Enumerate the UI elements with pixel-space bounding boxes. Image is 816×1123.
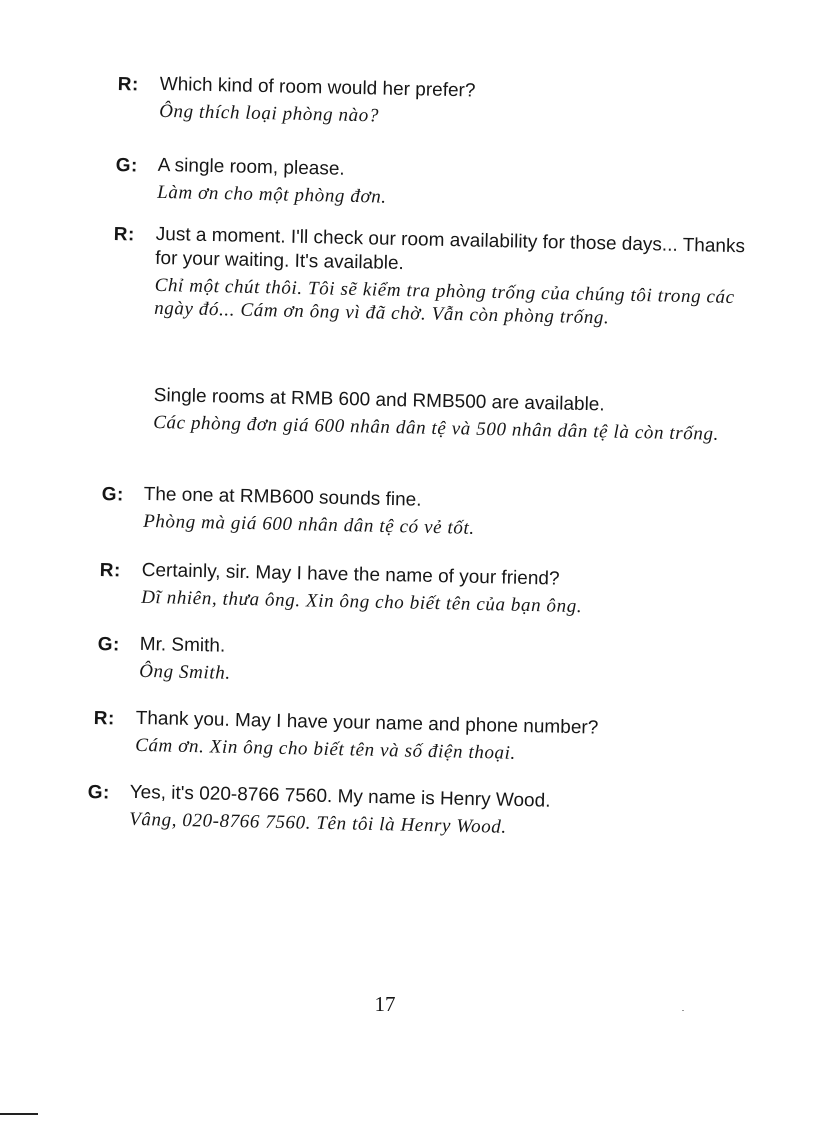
vietnamese-line: Vâng, 020-8766 7560. Tên tôi là Henry Wood. — [128, 808, 507, 838]
english-line: Just a moment. I'll check our room availability for those days... Thanks for your waiting. It's available. — [155, 223, 746, 275]
dialogue-turn — [101, 482, 734, 545]
dialogue-turn — [97, 632, 730, 695]
dialogue-turn — [117, 72, 750, 135]
dialogue-turn — [112, 222, 746, 332]
speaker-label: G: — [97, 633, 121, 656]
page-number: 17 — [374, 992, 396, 1016]
speaker-label: G: — [101, 483, 125, 506]
vietnamese-line: Phòng mà giá 600 nhân dân tệ có vẻ tốt. — [142, 510, 475, 539]
vietnamese-line: Làm ơn cho một phòng đơn. — [156, 181, 387, 208]
speaker-label: G: — [87, 781, 111, 804]
english-line: Thank you. May I have your name and phone number? — [135, 707, 599, 739]
dialogue-turn — [115, 153, 748, 216]
speaker-label: G: — [115, 154, 139, 177]
english-line: The one at RMB600 sounds fine. — [143, 483, 422, 511]
vietnamese-line: Chỉ một chút thôi. Tôi sẽ kiểm tra phòng trống của chúng tôi trong các ngày đó... Cám ơn ông vì đã chờ. Vẫn còn phòng trống. — [153, 274, 735, 329]
vietnamese-line: Dĩ nhiên, thưa ông. Xin ông cho biết tên của bạn ông. — [140, 586, 583, 618]
dialogue-turn — [87, 780, 720, 843]
speaker-label: R: — [93, 707, 116, 730]
speaker-label: R: — [113, 223, 136, 246]
vietnamese-line: Ông Smith. — [138, 660, 231, 684]
english-line: Single rooms at RMB 600 and RMB500 are available. — [153, 384, 605, 416]
english-line: Mr. Smith. — [139, 633, 226, 657]
english-line: Certainly, sir. May I have the name of your friend? — [141, 559, 560, 590]
scan-speck — [682, 1010, 684, 1011]
vietnamese-line: Cám ơn. Xin ông cho biết tên và số điện thoại. — [134, 734, 517, 764]
speaker-label: R: — [117, 73, 140, 96]
dialogue-turn — [93, 706, 726, 769]
english-line: A single room, please. — [157, 154, 345, 180]
speaker-label: R: — [99, 559, 122, 582]
vietnamese-line: Các phòng đơn giá 600 nhân dân tệ và 500 nhân dân tệ là còn trống. — [152, 411, 720, 445]
corner-rule — [0, 1113, 38, 1115]
english-line: Which kind of room would her prefer? — [159, 73, 476, 102]
english-line: Yes, it's 020-8766 7560. My name is Henry Wood. — [129, 781, 551, 812]
vietnamese-line: Ông thích loại phòng nào? — [158, 100, 380, 127]
dialogue-turn — [99, 558, 732, 621]
dialogue-continuation — [153, 384, 739, 446]
